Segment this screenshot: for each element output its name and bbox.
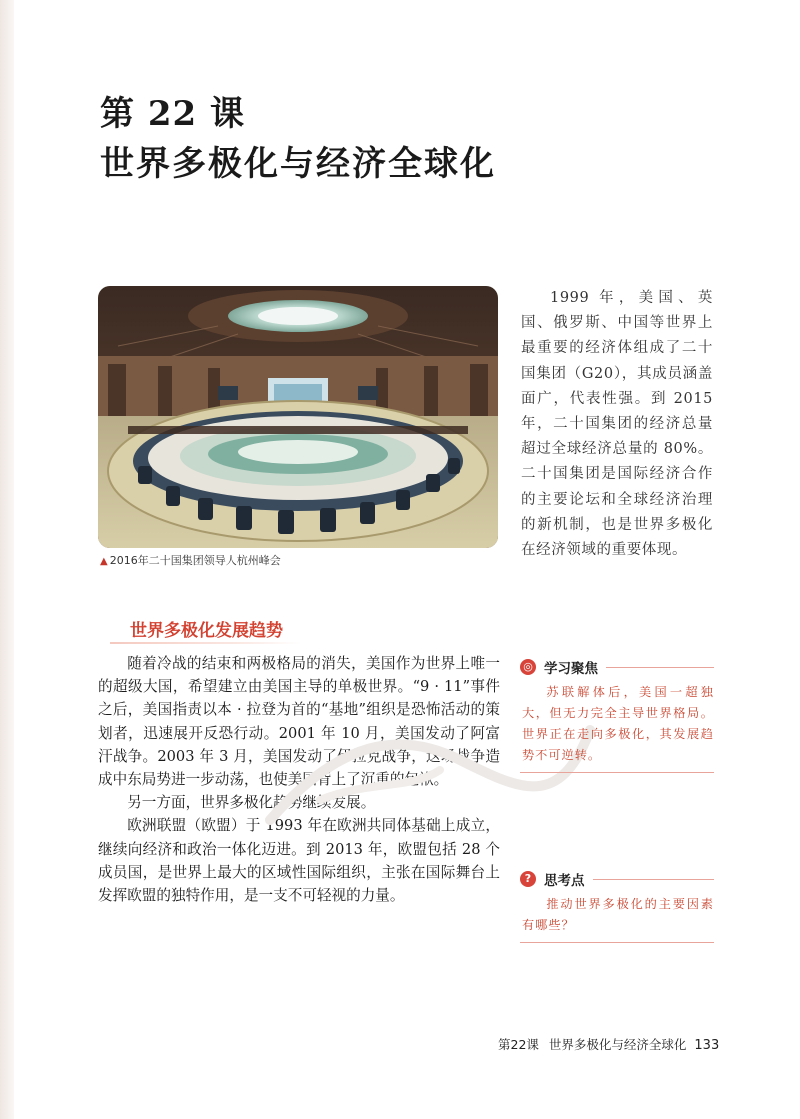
body-text	[98, 652, 500, 907]
g20-side-note	[521, 286, 713, 563]
photo-caption	[100, 552, 281, 568]
focus-box-bottom-rule	[520, 772, 714, 773]
focus-box-title: 学习聚焦	[544, 661, 598, 677]
photo-caption-text: 2016年二十国集团领导人杭州峰会	[109, 554, 281, 567]
page-edge	[0, 0, 14, 1119]
footer-title: 世界多极化与经济全球化	[548, 1037, 687, 1052]
focus-box-text: 苏联解体后，美国一超独大，但无力完全主导世界格局。世界正在走向多极化，其发展趋势不可逆转。	[522, 685, 714, 762]
thinking-box-text: 推动世界多极化的主要因素有哪些？	[522, 897, 714, 932]
thinking-box	[520, 868, 714, 943]
section-heading: 世界多极化发展趋势	[130, 621, 283, 641]
page-footer	[498, 1035, 719, 1053]
body-paragraph: 欧洲联盟（欧盟）于 1993 年在欧洲共同体基础上成立，继续向经济和政治一体化迈进。到 2013 年，欧盟包括 28 个成员国，是世界上最大的区域性国际组织，主张在国际舞台上发挥欧盟的独特作用，是一支不可轻视的力量。	[98, 817, 500, 905]
thinking-box-bottom-rule	[520, 942, 714, 943]
lesson-title: 世界多极化与经济全球化	[100, 144, 496, 184]
focus-box-rule	[606, 667, 714, 668]
thinking-box-rule	[593, 879, 715, 880]
g20-side-note-text: 1999 年，美国、英国、俄罗斯、中国等世界上最重要的经济体组成了二十国集团（G20），其成员涵盖面广，代表性强。到 2015 年，二十国集团的经济总量超过全球经济总量的 80%。二十国集团是国际经济合作的主要论坛和全球经济治理的新机制，也是世界多极化在经济领域的重要体现。	[521, 290, 713, 559]
lesson-number: 第 22 课	[100, 94, 245, 134]
triangle-marker-icon: ▲	[100, 556, 108, 567]
body-paragraph: 另一方面，世界多极化趋势继续发展。	[127, 794, 376, 812]
question-icon: ?	[520, 871, 536, 887]
footer-lesson: 第22课	[498, 1037, 539, 1052]
focus-box	[520, 656, 714, 773]
summit-photo	[98, 286, 498, 548]
page-number: 133	[694, 1038, 720, 1053]
thinking-box-title: 思考点	[544, 873, 585, 889]
section-divider	[110, 642, 300, 644]
body-paragraph: 随着冷战的结束和两极格局的消失，美国作为世界上唯一的超级大国，希望建立由美国主导的单极世界。“9 · 11”事件之后，美国指责以本 · 拉登为首的“基地”组织是恐怖活动的策划者，迅速展开反恐行动。2001 年 10 月，美国发动了阿富汗战争。2003 年 3 月，美国发动了伊拉克战争，这场战争造成中东局势进一步动荡，也使美国背上了沉重的包袱。	[98, 655, 500, 789]
target-icon: ◎	[520, 659, 536, 675]
